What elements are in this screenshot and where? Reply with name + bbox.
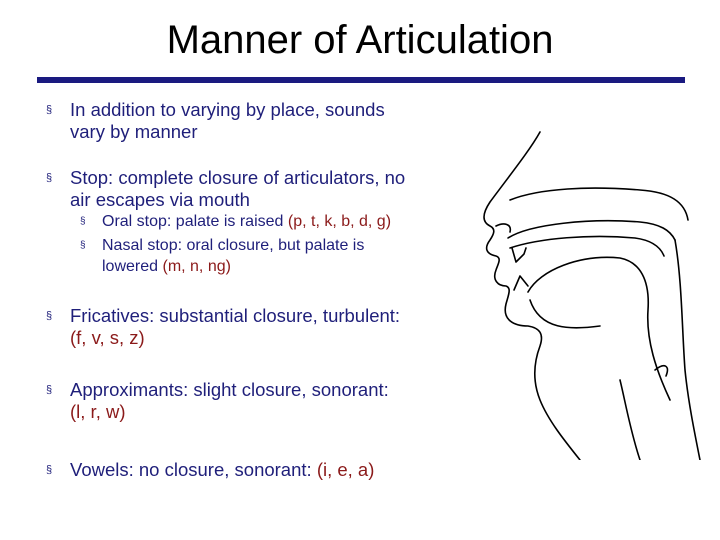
bullet-line: Fricatives: substantial closure, turbulent: — [70, 305, 401, 326]
bullet-examples: (i, e, a) — [316, 459, 375, 480]
bullet-examples: (l, r, w) — [70, 401, 126, 422]
upper-teeth-outline — [512, 248, 526, 262]
bullet-marker: § — [46, 310, 53, 322]
bullet-line: In addition to varying by place, sounds — [70, 99, 385, 120]
bullet-examples: (f, v, s, z) — [70, 327, 145, 348]
bullet-marker: § — [46, 172, 53, 184]
bullet-line: Approximants: slight closure, sonorant: — [70, 379, 389, 400]
subbullet-examples: (p, t, k, b, d, g) — [287, 213, 392, 230]
palate-lower-outline — [510, 236, 664, 256]
pharynx-outline — [675, 240, 700, 460]
bullet-text: Vowels: no closure, sonorant: — [70, 459, 317, 480]
nasal-cavity-outline — [510, 188, 688, 220]
bullet-line: vary by manner — [70, 121, 198, 142]
bullet-line: air escapes via mouth — [70, 189, 250, 210]
larynx-outline — [620, 380, 640, 460]
subbullet-line: Nasal stop: oral closure, but palate is — [102, 237, 365, 254]
subbullet-text: Oral stop: palate is raised — [102, 213, 288, 230]
bullet-marker: § — [46, 384, 53, 396]
nostril-outline — [496, 224, 510, 232]
bullet-line: Stop: complete closure of articulators, no — [70, 167, 406, 188]
subbullet-marker: § — [80, 216, 86, 227]
subbullet-marker: § — [80, 240, 86, 251]
vocal-tract-diagram — [470, 130, 710, 460]
bullet-marker: § — [46, 104, 53, 116]
subbullet-text: lowered — [102, 258, 163, 275]
subbullet-examples: (m, n, ng) — [162, 258, 231, 275]
slide-title: Manner of Articulation — [166, 18, 554, 62]
tongue-outline — [528, 257, 670, 400]
title-underline — [37, 77, 685, 83]
jaw-outline — [530, 300, 600, 328]
lower-teeth-outline — [514, 276, 528, 290]
bullet-marker: § — [46, 464, 53, 476]
face-profile-outline — [484, 132, 580, 460]
